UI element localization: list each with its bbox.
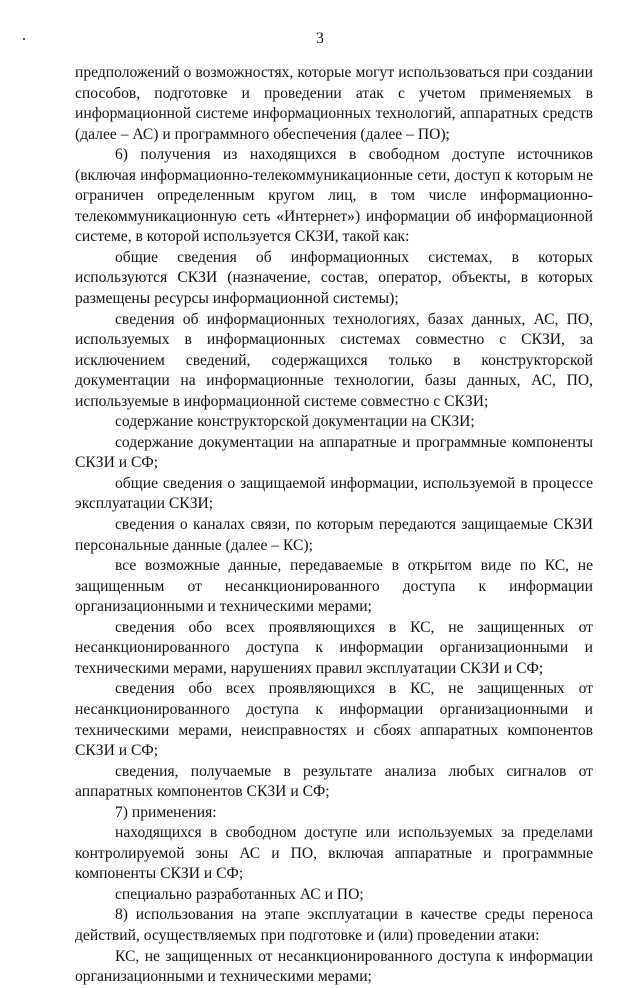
paragraph: общие сведения об информационных системах, в которых используются СКЗИ (назначение, состав, оператор, объекты, в которых размещены ресурсы информационной системы); — [75, 248, 593, 308]
paragraph: 7) применения: — [115, 803, 217, 821]
paragraph: находящихся в свободном доступе или используемых за пределами контролируемой зоны АС и ПО, включая аппаратные и программные компоненты СКЗИ и СФ; — [75, 824, 593, 883]
paragraph: предположений о возможностях, которые могут использоваться при создании способов, подготовке и проведении атак с учетом применяемых в информационной системе информационных технологий, аппаратных средств (далее – АС) и программного обеспечения (далее – ПО); — [75, 64, 593, 143]
paragraph: общие сведения о защищаемой информации, используемой в процессе эксплуатации СКЗИ; — [75, 474, 593, 513]
paragraph: все возможные данные, передаваемые в открытом виде по КС, не защищенным от несанкционированного доступа к информации организационными и техническими мерами; — [75, 557, 593, 616]
page-number: 3 — [316, 30, 324, 47]
paragraph: 6) получения из находящихся в свободном доступе источников (включая информационно-телекоммуникационные сети, доступ к которым не ограничен определенным кругом лиц, в том числе информационно-телекоммуникационную сеть «Интернет») информации об информационной системе, в которой используется СКЗИ, такой как: — [75, 146, 593, 246]
document-body — [75, 63, 593, 988]
paragraph: сведения об информационных технологиях, базах данных, АС, ПО, используемых в информационных системах совместно с СКЗИ, за исключением сведений, содержащихся только в конструкторской документации на информационные технологии, базы данных, АС, ПО, используемые в информационной системе совместно с СКЗИ; — [75, 310, 593, 410]
paragraph: сведения, получаемые в результате анализа любых сигналов от аппаратных компонентов СКЗИ и СФ; — [75, 762, 593, 801]
paragraph: специально разработанных АС и ПО; — [115, 885, 364, 903]
paragraph: содержание документации на аппаратные и программные компоненты СКЗИ и СФ; — [75, 433, 593, 472]
paragraph: КС, не защищенных от несанкционированного доступа к информации организационными и техническими мерами; — [75, 947, 593, 986]
paragraph: сведения обо всех проявляющихся в КС, не защищенных от несанкционированного доступа к информации организационными и техническими мерами, неисправностях и сбоях аппаратных компонентов СКЗИ и СФ; — [75, 680, 593, 760]
paragraph: 8) использования на этапе эксплуатации в качестве среды переноса действий, осуществляемых при подготовке и (или) проведении атаки: — [75, 906, 593, 944]
paragraph: содержание конструкторской документации на СКЗИ; — [115, 413, 475, 431]
paragraph: сведения обо всех проявляющихся в КС, не защищенных от несанкционированного доступа к информации организационными и техническими мерами, нарушениях правил эксплуатации СКЗИ и СФ; — [75, 618, 593, 677]
paragraph: сведения о каналах связи, по которым передаются защищаемые СКЗИ персональные данные (далее – КС); — [75, 516, 593, 554]
